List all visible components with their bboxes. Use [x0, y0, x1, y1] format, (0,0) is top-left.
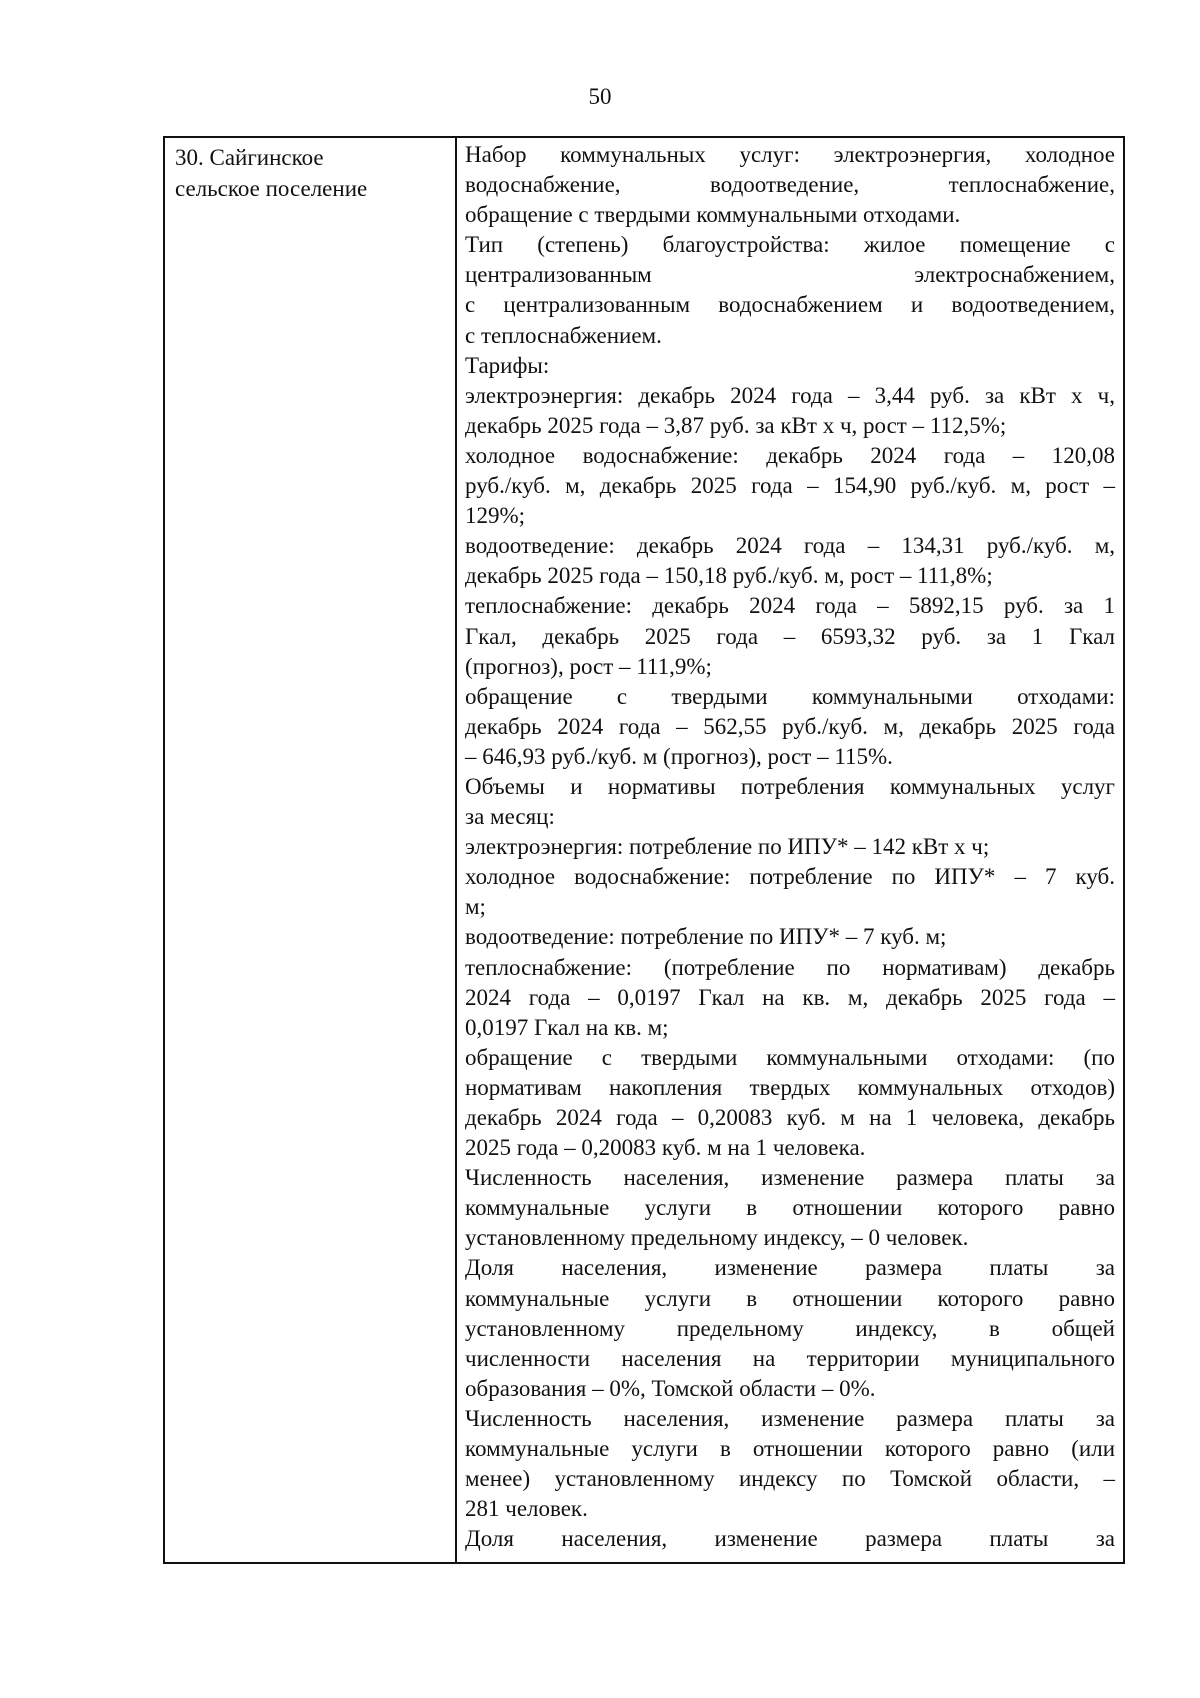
description-paragraph [465, 351, 1115, 381]
description-line: Тип (степень) благоустройства: жилое помещение с [465, 232, 1115, 258]
settlement-name-line-1: 30. Сайгинское [175, 145, 324, 170]
description-paragraph [465, 953, 1115, 1043]
description-line: водоснабжение, водоотведение, теплоснабжение, [465, 172, 1115, 198]
settlement-name-line-2: сельское поселение [175, 176, 368, 201]
page-number: 50 [588, 84, 612, 109]
description-paragraph [465, 140, 1115, 230]
description-line: численности населения на территории муниципального [465, 1345, 1115, 1371]
description-line: декабрь 2025 года – 3,87 руб. за кВт х ч, рост – 112,5%; [465, 412, 1007, 438]
description-line: м; [465, 894, 486, 920]
description-line: 129%; [465, 503, 526, 529]
description-line: электроэнергия: декабрь 2024 года – 3,44 руб. за кВт х ч, [465, 382, 1115, 408]
description-line: декабрь 2024 года – 0,20083 куб. м на 1 человека, декабрь [465, 1105, 1115, 1130]
description-line: Доля населения, изменение размера платы за [465, 1526, 1115, 1552]
description-line: 281 человек. [465, 1496, 588, 1522]
description-line: декабрь 2025 года – 150,18 руб./куб. м, рост – 111,8%; [465, 563, 993, 589]
description-paragraph [465, 381, 1115, 441]
utility-description-cell [457, 138, 1123, 1562]
description-line: обращение с твердыми коммунальными отходами: [465, 683, 1115, 709]
description-line: холодное водоснабжение: потребление по ИПУ* – 7 куб. [465, 864, 1115, 890]
description-line: за месяц: [465, 804, 555, 830]
settlement-table [163, 136, 1125, 1564]
description-line: водоотведение: потребление по ИПУ* – 7 куб. м; [465, 924, 947, 950]
description-line: обращение с твердыми коммунальными отходами. [465, 202, 961, 228]
description-paragraph [465, 1163, 1115, 1253]
description-line: установленному предельному индексу, – 0 человек. [465, 1225, 969, 1251]
description-paragraph [465, 772, 1115, 832]
description-line: электроэнергия: потребление по ИПУ* – 142 кВт х ч; [465, 834, 990, 860]
description-paragraph [465, 1524, 1115, 1554]
description-line: централизованным электроснабжением, [465, 262, 1115, 288]
description-line: водоотведение: декабрь 2024 года – 134,31 руб./куб. м, [465, 533, 1115, 559]
description-line: с теплоснабжением. [465, 322, 662, 348]
description-line: холодное водоснабжение: декабрь 2024 года – 120,08 [465, 442, 1115, 468]
description-line: нормативам накопления твердых коммунальных отходов) [465, 1074, 1115, 1100]
description-line: Численность населения, изменение размера платы за [465, 1405, 1115, 1431]
description-line: Набор коммунальных услуг: электроэнергия, холодное [465, 142, 1115, 167]
description-line: обращение с твердыми коммунальными отходами: (по [465, 1044, 1115, 1070]
description-line: декабрь 2024 года – 562,55 руб./куб. м, декабрь 2025 года [465, 713, 1115, 739]
description-line: 2025 года – 0,20083 куб. м на 1 человека. [465, 1135, 866, 1161]
description-line: теплоснабжение: декабрь 2024 года – 5892,15 руб. за 1 [465, 593, 1115, 619]
description-line: коммунальные услуги в отношении которого равно [465, 1285, 1115, 1311]
description-line: с централизованным водоснабжением и водоотведением, [465, 292, 1115, 318]
description-line: 0,0197 Гкал на кв. м; [465, 1014, 669, 1040]
description-line: руб./куб. м, декабрь 2025 года – 154,90 руб./куб. м, рост – [465, 473, 1115, 499]
description-paragraph [465, 1404, 1115, 1524]
description-line: коммунальные услуги в отношении которого равно [465, 1195, 1115, 1221]
description-paragraph [465, 441, 1115, 531]
description-line: Тарифы: [465, 352, 550, 378]
description-paragraph [465, 1253, 1115, 1403]
description-paragraph [465, 832, 1115, 862]
description-paragraph [465, 682, 1115, 772]
description-line: Объемы и нормативы потребления коммунальных услуг [465, 773, 1115, 799]
description-line: теплоснабжение: (потребление по нормативам) декабрь [465, 954, 1115, 980]
description-paragraph [465, 1043, 1115, 1163]
description-line: коммунальные услуги в отношении которого равно (или [465, 1436, 1115, 1462]
description-paragraph [465, 531, 1115, 591]
settlement-name-cell [165, 138, 457, 1562]
description-line: установленному предельному индексу, в общей [465, 1315, 1115, 1341]
description-line: образования – 0%, Томской области – 0%. [465, 1375, 876, 1401]
description-line: 2024 года – 0,0197 Гкал на кв. м, декабрь 2025 года – [465, 984, 1115, 1010]
description-paragraph [465, 591, 1115, 681]
description-paragraph [465, 922, 1115, 952]
description-paragraph [465, 230, 1115, 350]
description-line: – 646,93 руб./куб. м (прогноз), рост – 115%. [465, 743, 893, 769]
description-paragraph [465, 862, 1115, 922]
description-line: менее) установленному индексу по Томской области, – [465, 1466, 1115, 1492]
description-line: Доля населения, изменение размера платы за [465, 1255, 1115, 1281]
description-line: Гкал, декабрь 2025 года – 6593,32 руб. за 1 Гкал [465, 623, 1115, 649]
description-line: (прогноз), рост – 111,9%; [465, 653, 712, 679]
description-line: Численность населения, изменение размера платы за [465, 1165, 1115, 1191]
